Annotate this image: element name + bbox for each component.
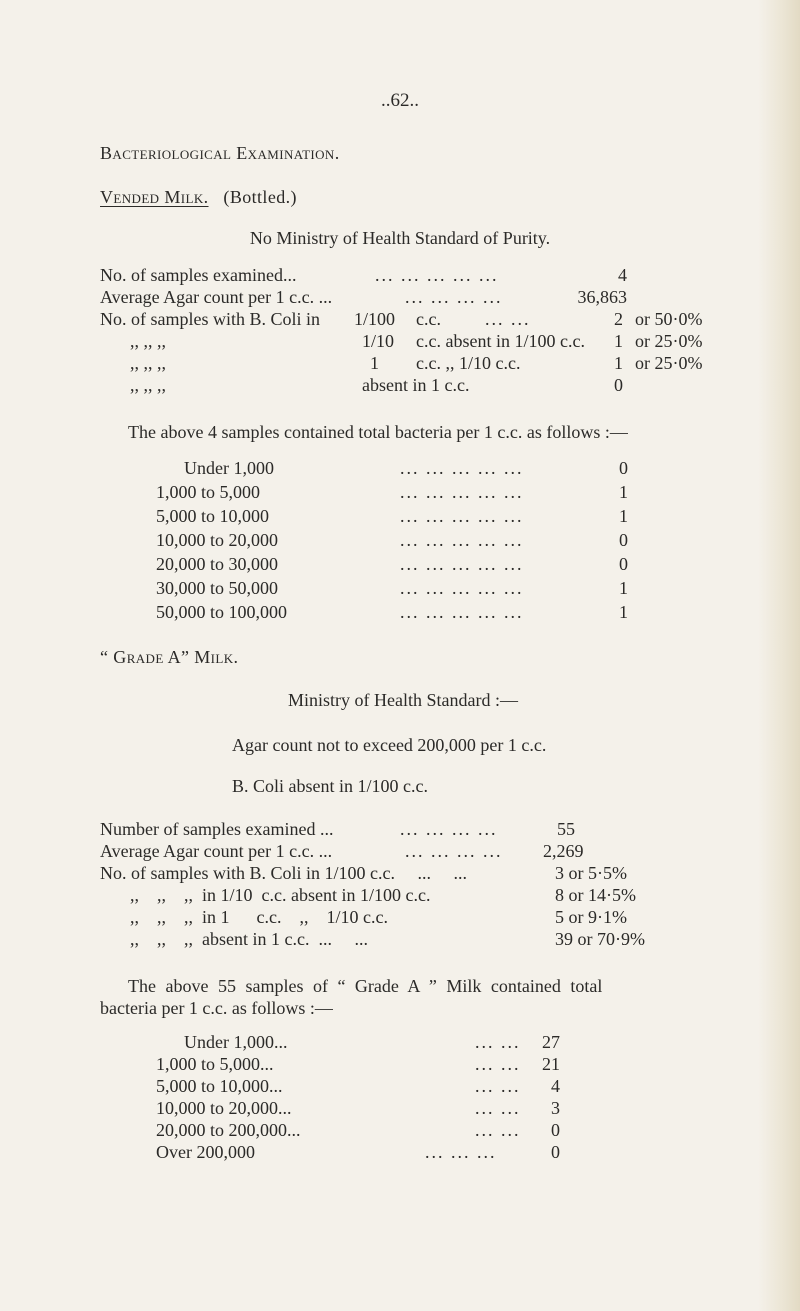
range-count: 3 [551, 1098, 560, 1118]
coli-desc: c.c. absent in 1/100 c.c. [416, 331, 585, 351]
grade-a-bacteria-row [0, 1142, 800, 1164]
coli-count: 1 [614, 331, 623, 351]
coli-text: ,, ,, ,, in 1/10 c.c. absent in 1/100 c.c. [130, 885, 431, 905]
leader-dots: ... ... [475, 1032, 521, 1052]
grade-a-bacteria-row [0, 1120, 800, 1142]
coli-result: 8 or 14·5% [555, 885, 636, 905]
range-count: 0 [619, 458, 628, 478]
vended-bacteria-row [0, 602, 800, 624]
coli-count: 2 [614, 309, 623, 329]
range-label: 1,000 to 5,000 [156, 482, 261, 502]
grade-a-standard-line: B. Coli absent in 1/100 c.c. [232, 776, 428, 796]
coli-dilution: 1/100 [354, 309, 396, 329]
range-label: 10,000 to 20,000 [156, 530, 279, 550]
coli-count: 0 [614, 375, 623, 395]
leader-dots: ... ... ... ... ... [400, 458, 524, 478]
range-count: 0 [619, 530, 628, 550]
range-label: 5,000 to 10,000... [156, 1076, 283, 1096]
coli-result: 5 or 9·1% [555, 907, 627, 927]
range-label: 10,000 to 20,000... [156, 1098, 292, 1118]
range-count: 0 [619, 554, 628, 574]
range-count: 4 [551, 1076, 560, 1096]
grade-a-bacteria-row [0, 1098, 800, 1120]
grade-a-coli-row [0, 885, 800, 907]
range-label: 20,000 to 200,000... [156, 1120, 301, 1140]
grade-a-bacteria-intro-cont: bacteria per 1 c.c. as follows :— [100, 998, 333, 1018]
coli-percent: or 25·0% [635, 331, 703, 351]
ditto-marks: ,, ,, ,, [130, 331, 166, 351]
vended-milk-heading [100, 187, 297, 208]
leader-dots: ... ... [475, 1098, 521, 1118]
coli-percent: or 50·0% [635, 309, 703, 329]
range-label: 50,000 to 100,000 [156, 602, 288, 622]
grade-a-bacteria-row [0, 1054, 800, 1076]
range-count: 0 [551, 1120, 560, 1140]
leader-dots: ... ... ... ... ... [400, 530, 524, 550]
page-number: ..62.. [381, 90, 419, 111]
vended-milk-subtitle: (Bottled.) [223, 187, 297, 207]
coli-desc: c.c. ,, 1/10 c.c. [416, 353, 521, 373]
vended-coli-row [0, 375, 800, 397]
vended-bacteria-row [0, 482, 800, 504]
leader-dots: ... ... ... ... ... [400, 554, 524, 574]
coli-result: 39 or 70·9% [555, 929, 645, 949]
vended-stat-row [0, 287, 800, 309]
leader-dots: ... ... ... ... ... [400, 578, 524, 598]
range-count: 1 [619, 578, 628, 598]
grade-a-bacteria-row [0, 1032, 800, 1054]
range-label: Over 200,000 [156, 1142, 255, 1162]
ditto-marks: ,, ,, ,, [130, 353, 166, 373]
stat-label: No. of samples examined... [100, 265, 297, 285]
grade-a-standard-title: Ministry of Health Standard :— [288, 690, 518, 710]
coli-text: ,, ,, ,, absent in 1 c.c. ... ... [130, 929, 368, 949]
coli-text: No. of samples with B. Coli in 1/100 c.c. ... ... [100, 863, 467, 883]
leader-dots: ... ... ... ... [405, 287, 503, 307]
stat-value: 55 [557, 819, 575, 839]
stat-value: 4 [618, 265, 627, 285]
leader-dots: ... ... ... ... [400, 819, 498, 839]
leader-dots: ... ... [475, 1076, 521, 1096]
coli-desc: c.c. [416, 309, 441, 329]
leader-dots: ... ... ... ... [405, 841, 503, 861]
grade-a-heading: “ Grade A” Milk. [100, 647, 239, 667]
range-count: 21 [542, 1054, 560, 1074]
vended-bacteria-row [0, 506, 800, 528]
range-count: 1 [619, 482, 628, 502]
section-heading: Bacteriological Examination. [100, 143, 340, 163]
range-count: 1 [619, 506, 628, 526]
coli-dilution: 1 [370, 353, 379, 373]
leader-dots: ... ... ... ... ... [400, 482, 524, 502]
leader-dots: ... ... ... [425, 1142, 497, 1162]
grade-a-stat-row [0, 819, 800, 841]
leader-dots: ... ... [475, 1120, 521, 1140]
range-count: 1 [619, 602, 628, 622]
range-label: 20,000 to 30,000 [156, 554, 279, 574]
coli-desc: absent in 1 c.c. [362, 375, 470, 395]
vended-milk-title: Vended Milk. [100, 187, 209, 207]
leader-dots: ... ... ... ... ... [400, 602, 524, 622]
ditto-marks: ,, ,, ,, [130, 375, 166, 395]
range-label: 30,000 to 50,000 [156, 578, 279, 598]
coli-text: ,, ,, ,, in 1 c.c. ,, 1/10 c.c. [130, 907, 388, 927]
range-count: 0 [551, 1142, 560, 1162]
range-label: Under 1,000 [184, 458, 274, 478]
stat-label: Average Agar count per 1 c.c. ... [100, 841, 333, 861]
vended-standard-note: No Ministry of Health Standard of Purity. [249, 228, 551, 248]
range-label: 5,000 to 10,000 [156, 506, 270, 526]
range-count: 27 [542, 1032, 560, 1052]
coli-result: 3 or 5·5% [555, 863, 627, 883]
stat-value: 2,269 [543, 841, 584, 861]
range-label: 1,000 to 5,000... [156, 1054, 274, 1074]
vended-coli-row [0, 309, 800, 331]
leader-dots: ... ... ... ... ... [375, 265, 499, 285]
grade-a-bacteria-row [0, 1076, 800, 1098]
vended-bacteria-intro: The above 4 samples contained total bacteria per 1 c.c. as follows :— [128, 422, 628, 442]
grade-a-standard-line: Agar count not to exceed 200,000 per 1 c.c. [232, 735, 547, 755]
grade-a-stat-row [0, 841, 800, 863]
leader-dots: ... ... [475, 1054, 521, 1074]
leader-dots: ... ... ... ... ... [400, 506, 524, 526]
coli-label: No. of samples with B. Coli in [100, 309, 320, 329]
coli-percent: or 25·0% [635, 353, 703, 373]
stat-label: Average Agar count per 1 c.c. ... [100, 287, 333, 307]
leader-dots: ... ... [485, 309, 531, 329]
coli-dilution: 1/10 [362, 331, 395, 351]
grade-a-coli-row [0, 929, 800, 951]
vended-bacteria-row [0, 578, 800, 600]
grade-a-coli-row [0, 907, 800, 929]
vended-bacteria-row [0, 458, 800, 480]
vended-coli-row [0, 331, 800, 353]
vended-coli-row [0, 353, 800, 375]
coli-count: 1 [614, 353, 623, 373]
vended-stat-row [0, 265, 800, 287]
grade-a-bacteria-intro: The above 55 samples of “ Grade A ” Milk contained total [128, 976, 603, 996]
range-label: Under 1,000... [184, 1032, 288, 1052]
vended-bacteria-row [0, 554, 800, 576]
grade-a-coli-row [0, 863, 800, 885]
vended-bacteria-row [0, 530, 800, 552]
stat-label: Number of samples examined ... [100, 819, 334, 839]
stat-value: 36,863 [577, 287, 627, 307]
